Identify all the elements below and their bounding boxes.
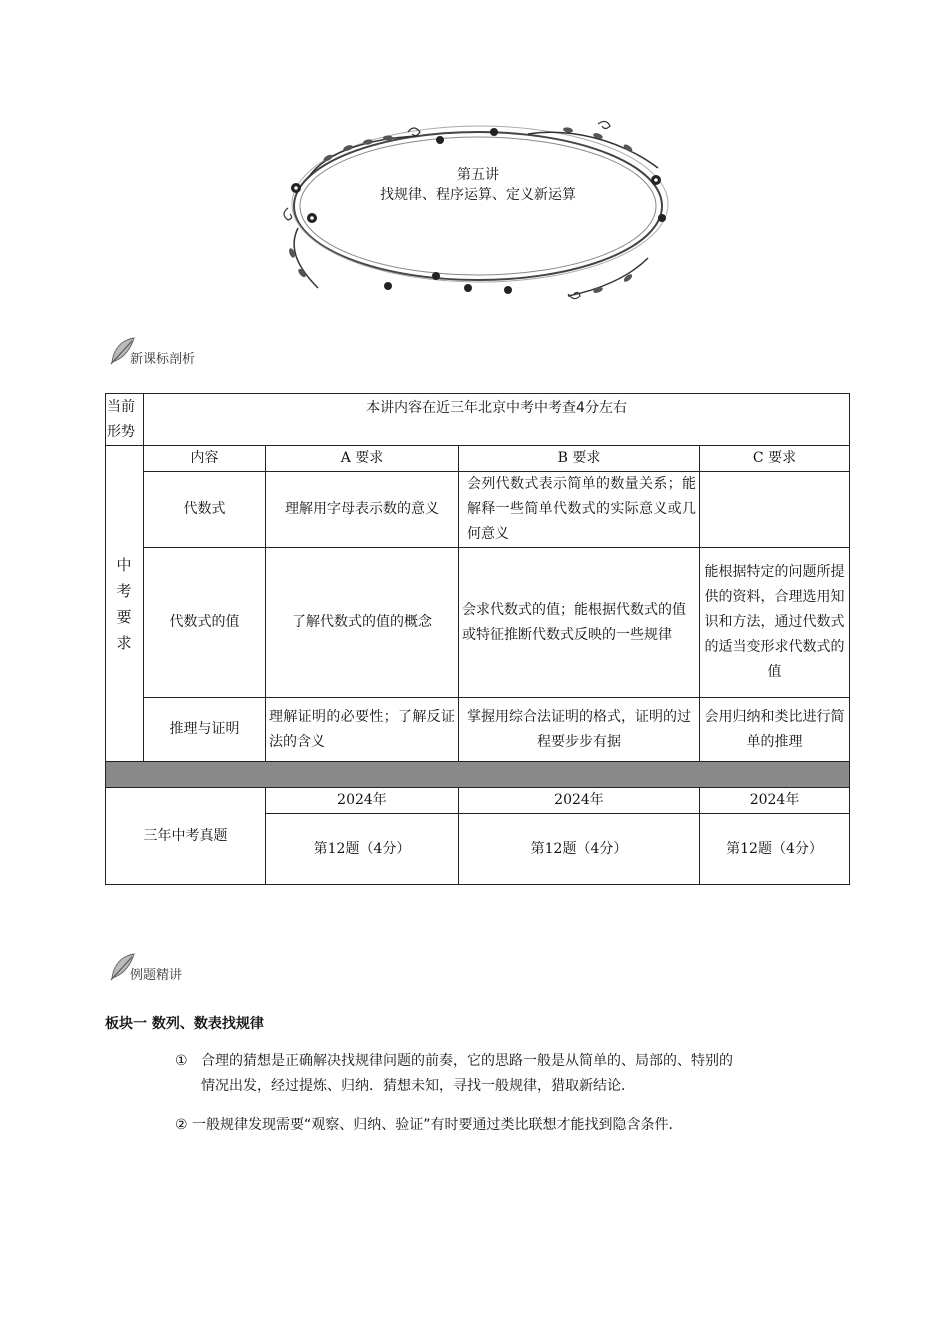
question-cell: 第12题（4分）	[459, 814, 700, 885]
row-b: 掌握用综合法证明的格式，证明的过程要步步有据	[459, 698, 700, 762]
section-title: 板块一 数列、数表找规律	[105, 1016, 264, 1032]
header-a: A 要求	[266, 446, 459, 472]
separator-cell	[106, 762, 850, 788]
exam-requirement-label-cell	[106, 446, 144, 762]
years-row	[106, 788, 850, 814]
point-2: ② 一般规律发现需要“观察、归纳、验证”有时要通过类比联想才能找到隐含条件．	[175, 1117, 683, 1133]
requirements-table	[105, 393, 850, 885]
row-content: 代数式的值	[144, 548, 266, 698]
section-heading-examples	[108, 952, 308, 982]
row-content: 代数式	[144, 472, 266, 548]
table-row	[106, 548, 850, 698]
exam-label-char: 考	[116, 581, 132, 600]
section-heading-curriculum	[108, 336, 308, 366]
row-b: 会列代数式表示简单的数量关系；能解释一些简单代数式的实际意义或几何意义	[459, 472, 700, 548]
row-b: 会求代数式的值；能根据代数式的值或特征推断代数式反映的一些规律	[459, 548, 700, 698]
situation-text: 本讲内容在近三年北京中考中考查4分左右	[144, 394, 850, 446]
year-cell: 2024年	[266, 788, 459, 814]
lecture-title: 找规律、程序运算、定义新运算	[380, 187, 576, 203]
question-cell: 第12题（4分）	[266, 814, 459, 885]
header-row	[106, 446, 850, 472]
lecture-number: 第五讲	[457, 167, 499, 183]
row-a: 了解代数式的值的概念	[266, 548, 459, 698]
situation-label-line: 当前	[107, 398, 135, 415]
table-row	[106, 472, 850, 548]
past-exams-label: 三年中考真题	[106, 788, 266, 885]
section-heading-label: 例题精讲	[130, 968, 183, 983]
row-a: 理解用字母表示数的意义	[266, 472, 459, 548]
situation-label-cell	[106, 394, 144, 446]
title-frame	[268, 118, 688, 308]
header-b: B 要求	[459, 446, 700, 472]
year-cell: 2024年	[700, 788, 850, 814]
situation-label-line: 形势	[107, 423, 135, 440]
exam-label-char: 要	[116, 607, 132, 626]
year-cell: 2024年	[459, 788, 700, 814]
point-number: ①	[175, 1053, 188, 1069]
exam-label-char: 求	[116, 633, 132, 652]
header-content: 内容	[144, 446, 266, 472]
table-row	[106, 698, 850, 762]
row-a: 理解证明的必要性；了解反证法的含义	[266, 698, 459, 762]
question-cell: 第12题（4分）	[700, 814, 850, 885]
separator-row	[106, 762, 850, 788]
situation-row	[106, 394, 850, 446]
row-c: 会用归纳和类比进行简单的推理	[700, 698, 850, 762]
header-c: C 要求	[700, 446, 850, 472]
row-c: 能根据特定的问题所提供的资料，合理选用知识和方法，通过代数式的适当变形求代数式的值	[700, 548, 850, 698]
point-text-line: 合理的猜想是正确解决找规律问题的前奏，它的思路一般是从简单的、局部的、特别的	[201, 1053, 733, 1069]
row-content: 推理与证明	[144, 698, 266, 762]
point-1	[175, 1049, 855, 1099]
exam-label-char: 中	[116, 555, 132, 574]
floral-frame-decoration	[268, 118, 688, 308]
section-heading-label: 新课标剖析	[130, 352, 196, 367]
row-c	[700, 472, 850, 548]
point-text-line: 情况出发，经过提炼、归纳．猜想未知，寻找一般规律，猎取新结论．	[201, 1078, 635, 1094]
